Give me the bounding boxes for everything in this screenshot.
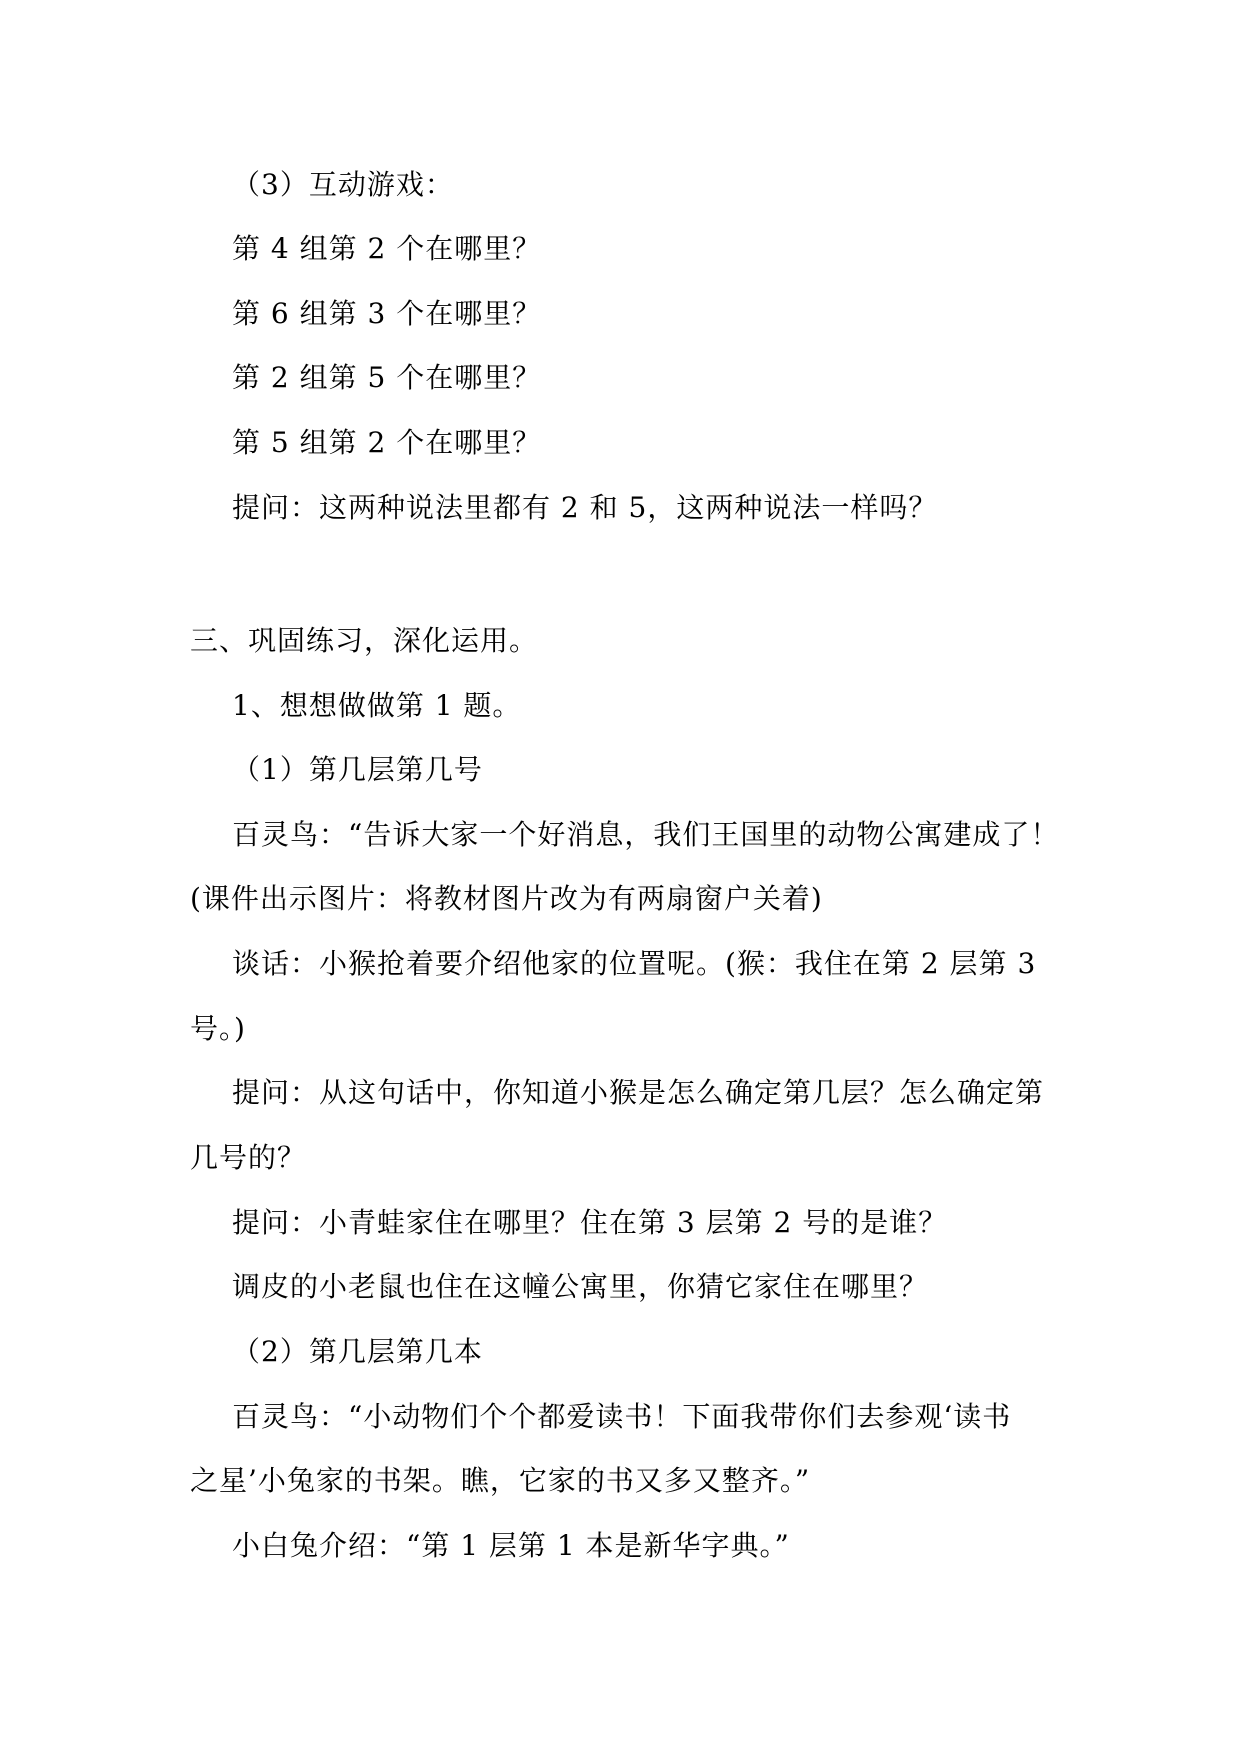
game-question-3: 第 2 组第 5 个在哪里？ — [232, 361, 542, 394]
subsection-heading-interactive-game: （3）互动游戏： — [232, 168, 454, 201]
subsection-heading-floor-number: （1）第几层第几号 — [232, 753, 483, 786]
courseware-note: (课件出示图片：将教材图片改为有两扇窗户关着) — [190, 882, 823, 915]
lark-speech-1: 百灵鸟：“告诉大家一个好消息，我们王国里的动物公寓建成了！ — [232, 818, 1060, 851]
question-frog: 提问：小青蛙家住在哪里？住在第 3 层第 2 号的是谁？ — [232, 1206, 948, 1239]
section-heading-3: 三、巩固练习，深化运用。 — [190, 624, 539, 657]
lark-speech-2-line-1: 百灵鸟：“小动物们个个都爱读书！下面我带你们去参观‘读书 — [232, 1400, 1012, 1433]
monkey-talk-line-1: 谈话：小猴抢着要介绍他家的位置呢。(猴：我住在第 2 层第 3 — [232, 947, 1037, 980]
game-question-4: 第 5 组第 2 个在哪里？ — [232, 426, 542, 459]
game-question-1: 第 4 组第 2 个在哪里？ — [232, 232, 542, 265]
game-question-2: 第 6 组第 3 个在哪里？ — [232, 297, 542, 330]
question-monkey-line-2: 几号的？ — [190, 1141, 307, 1174]
monkey-talk-line-2: 号。) — [190, 1012, 246, 1045]
question-paragraph: 提问：这两种说法里都有 2 和 5，这两种说法一样吗？ — [232, 491, 938, 524]
exercise-heading-1: 1、想想做做第 1 题。 — [232, 689, 522, 722]
question-monkey-line-1: 提问：从这句话中，你知道小猴是怎么确定第几层？怎么确定第 — [232, 1076, 1045, 1109]
mouse-guess-line: 调皮的小老鼠也住在这幢公寓里，你猜它家住在哪里？ — [232, 1270, 929, 1303]
subsection-heading-floor-book: （2）第几层第几本 — [232, 1335, 483, 1368]
lark-speech-2-line-2: 之星’小兔家的书架。瞧，它家的书又多又整齐。” — [190, 1464, 811, 1497]
rabbit-introduction: 小白兔介绍：“第 1 层第 1 本是新华字典。” — [232, 1529, 790, 1562]
